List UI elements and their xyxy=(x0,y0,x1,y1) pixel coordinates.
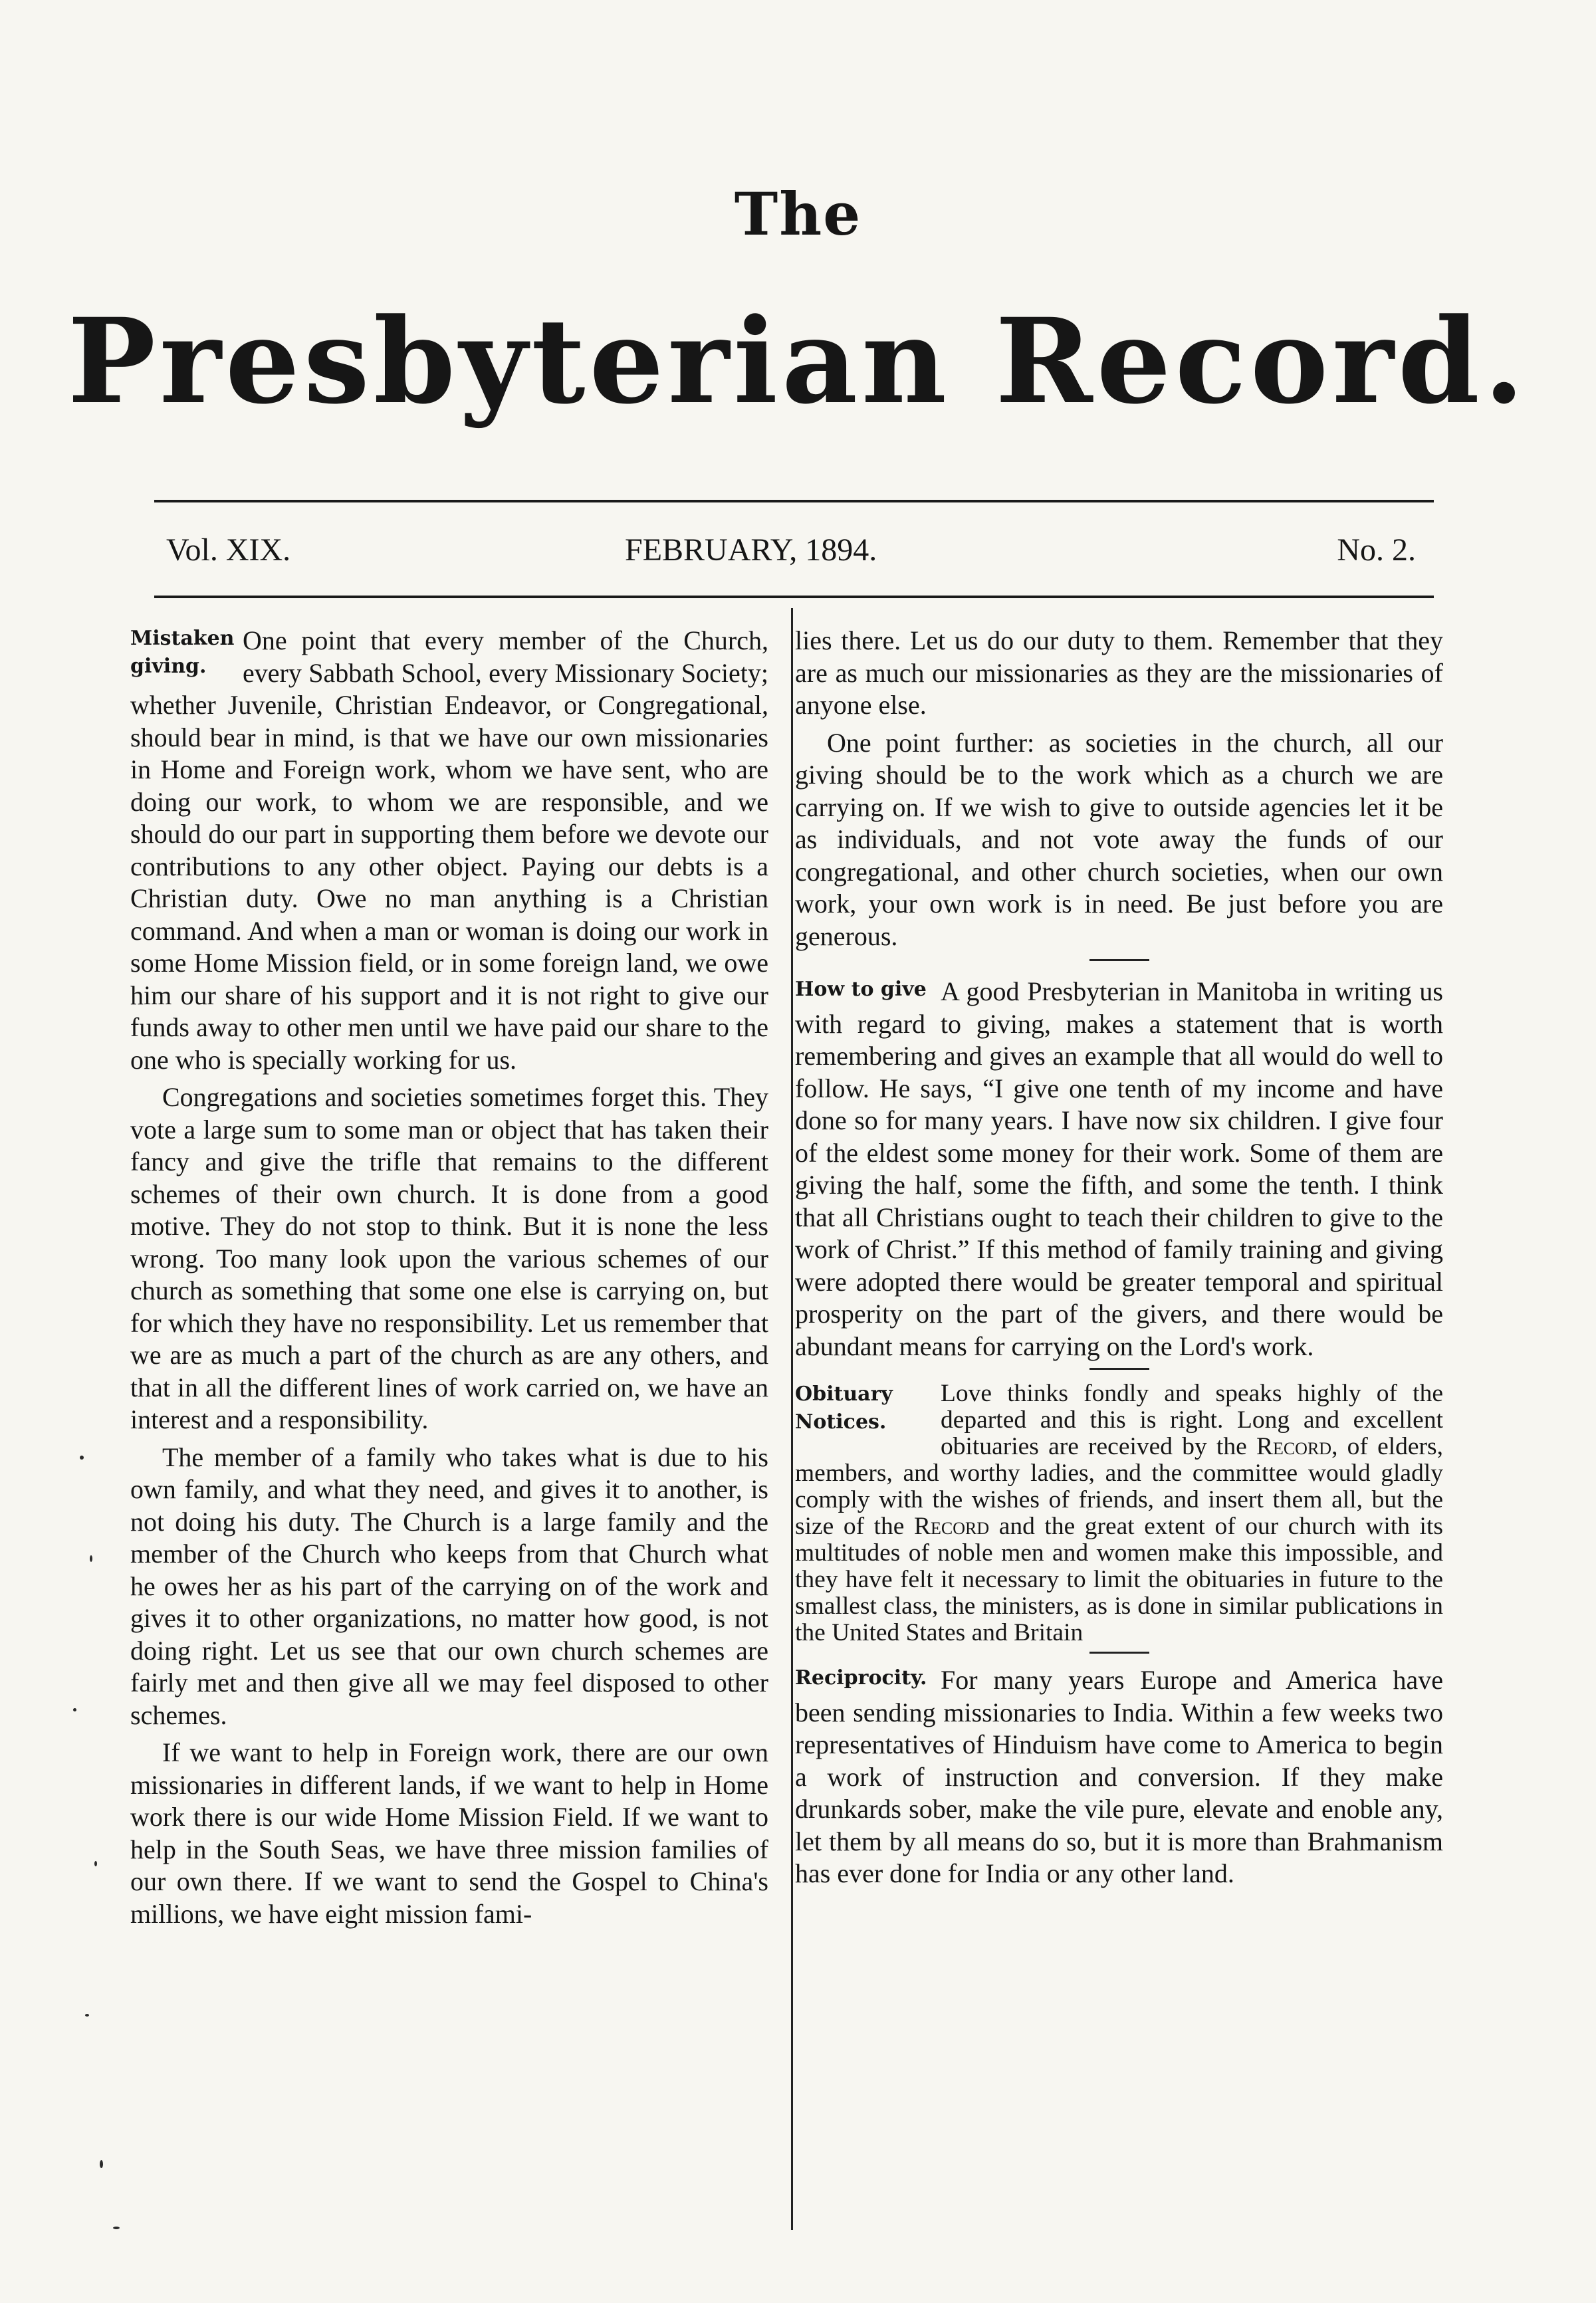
section-head-mistaken-giving: Mistaken giving. xyxy=(130,627,235,678)
paragraph-text: For many years Europe and America have been sending missionaries to India. Within a few weeks two representatives of Hinduism have come to America to begin a work of instruction and conversion. If they make drunkards sober, make the vile pure, elevate and enoble any, let them by all means do so, but it is more than Brahmanism has ever done for India or any other land. xyxy=(795,1665,1443,1888)
article-paragraph: If we want to help in Foreign work, there are our own missionaries in different lands, if we want to help in Home work there is our wide Home Mission Field. If we want to help in the South Seas, we have three mission families of our own there. If we want to send the Gospel to China's millions, we have eight mission fami- xyxy=(130,1737,768,1929)
article-paragraph xyxy=(795,976,1443,1363)
section-head-how-to-give: How to give xyxy=(795,978,927,1001)
issue-line xyxy=(166,532,1416,578)
section-separator xyxy=(1089,1368,1149,1370)
article-paragraph: lies there. Let us do our duty to them. Remember that they are as much our missionaries as they are the missionaries of anyone else. xyxy=(795,625,1443,720)
paragraph-text: , of elders, members, and worthy ladies, and the committee would gladly comply with the wishes of friends, and insert them all, but the size of the xyxy=(795,1433,1443,1540)
record-name: Record xyxy=(1256,1433,1332,1460)
article-paragraph xyxy=(130,625,768,1076)
paragraph-text: One point that every member of the Church, every Sabbath School, every Missionary Society; whether Juvenile, Christian Endeavor, or Congregational, should bear in mind, is that we have our own missionaries in Home and Foreign work, whom we have sent, who are doing our work, to whom we are responsible, and we should do our part in supporting them before we devote our contributions to any other object. Paying our debts is a Christian duty. Owe no man anything is a Christian command. And when a man or woman is doing our work in some Home Mission field, or in some foreign land, we owe him our share of his support and it is not right to give our funds away to other men until we have paid our share to the one who is specially working for us. xyxy=(130,625,768,1075)
paragraph-text: and the great extent of our church with its multitudes of noble men and women make this impossible, and they have felt it necessary to limit the obituaries in future to the smallest class, the ministers, as is done in similar publications in the United States and Britain xyxy=(795,1513,1443,1646)
masthead-article: The xyxy=(734,179,862,249)
section-separator xyxy=(1089,1652,1149,1654)
section-head-obituary-notices: Obituary Notices. xyxy=(795,1382,893,1434)
article-paragraph xyxy=(795,1664,1443,1890)
paragraph-text: A good Presbyterian in Manitoba in writing us with regard to giving, makes a statement that is worth remembering and gives an example that all would do well to follow. He says, “I give one tenth of my income and have done so for many years. I have now six children. I give four of the eldest some money for their work. Some of them are giving the half, some the fifth, and some the tenth. I think that all Christians ought to teach their children to give to the work of Christ.” If this method of family training and giving were adopted there would be greater temporal and spiritual prosperity on the part of the givers, and there would be abundant means for carrying on the Lord's work. xyxy=(795,976,1443,1361)
volume-label: Vol. XIX. xyxy=(166,532,291,568)
article-paragraph: Congregations and societies sometimes forget this. They vote a large sum to some man or object that has taken their fancy and give the trifle that remains to the different schemes of their own church. It is done from a good motive. They do not stop to think. But it is none the less wrong. Too many look upon the various schemes of our church as something that some one else is carrying on, but for which they have no responsibility. Let us remember that we are as much a part of the church as are any others, and that in all the different lines of work carried on, we have an interest and a responsibility. xyxy=(130,1082,768,1434)
section-separator xyxy=(1089,959,1149,961)
scan-margin-specks xyxy=(53,1429,126,2293)
masthead-title: Presbyterian Record. xyxy=(67,292,1529,430)
issue-date: FEBRUARY, 1894. xyxy=(625,532,877,568)
paragraph-text: Love thinks fondly and speaks highly of the departed and this is right. Long and excellent obituaries are received by the xyxy=(941,1380,1443,1460)
issue-number: No. 2. xyxy=(1337,532,1416,568)
article-paragraph xyxy=(795,1380,1443,1646)
record-name: Record xyxy=(914,1513,990,1540)
right-column xyxy=(795,625,1443,1896)
header-rule-top xyxy=(154,500,1434,502)
section-head-reciprocity: Reciprocity. xyxy=(795,1666,927,1690)
article-paragraph: One point further: as societies in the church, all our giving should be to the work which as a church we are carrying on. If we wish to give to outside agencies let it be as individuals, and not vote away the funds of our congregational, and other church societies, when our own work, your own work is in need. Be just before you are generous. xyxy=(795,727,1443,951)
left-column xyxy=(130,625,768,1935)
header-rule-bottom xyxy=(154,596,1434,598)
article-paragraph: The member of a family who takes what is due to his own family, and what they need, and gives it to another, is not doing his duty. The Church is a large family and the member of the Church who keeps from that Church what he owes her as his part of the carrying on of the work and gives it to other organizations, no matter how good, is not doing right. Let us see that our own church schemes are fairly met and then give all we may feel disposed to other schemes. xyxy=(130,1442,768,1730)
column-divider xyxy=(791,608,793,2230)
